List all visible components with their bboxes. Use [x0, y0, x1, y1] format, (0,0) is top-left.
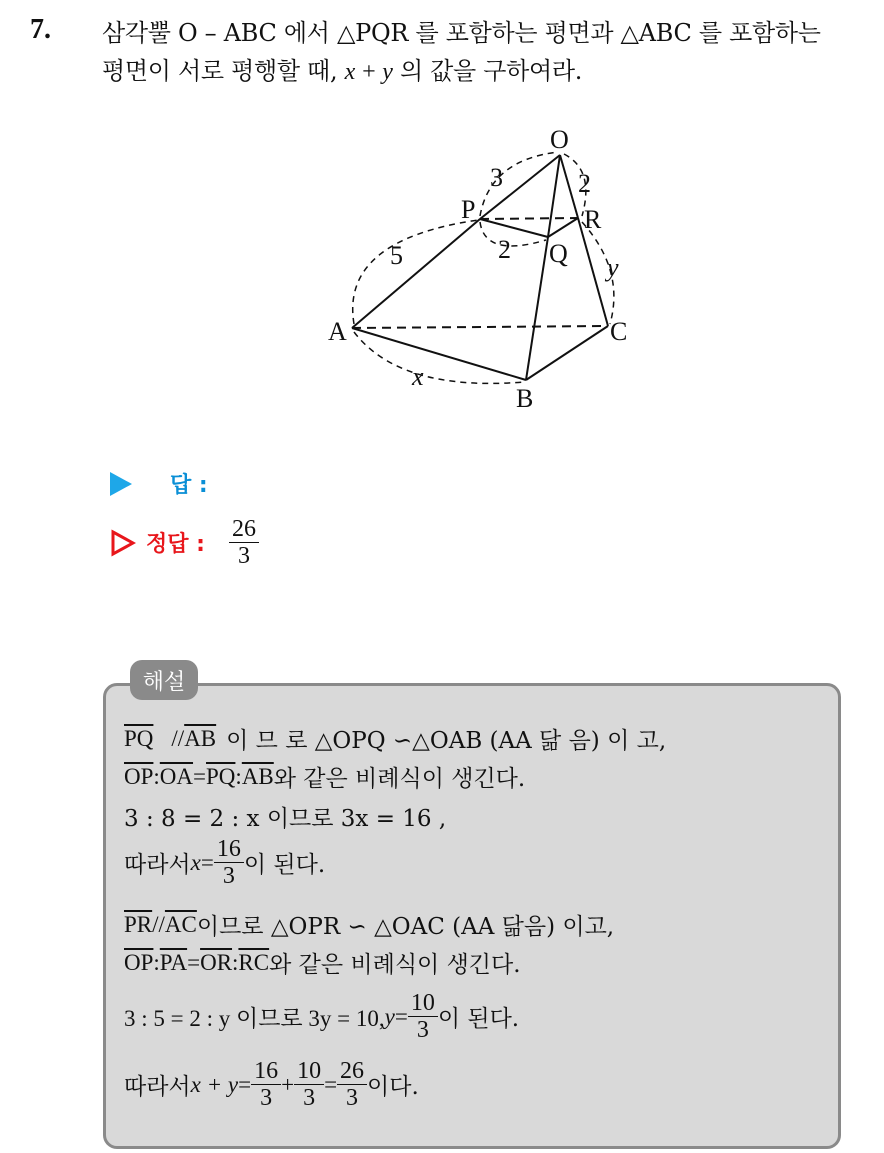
fraction-x: [214, 836, 244, 889]
correct-answer-label: 정답 :: [146, 532, 205, 557]
correct-answer-denominator: 3: [237, 543, 250, 569]
question-text: [102, 14, 872, 91]
equals-sign: =: [187, 949, 201, 975]
solution-line-4-prefix: 따라서: [124, 852, 191, 878]
question-line-2-prefix: 평면이 서로 평행할 때,: [102, 57, 345, 85]
play-outline-icon: [110, 529, 136, 557]
ratio-colon-2: :: [235, 763, 242, 789]
solution-line-2: [124, 760, 525, 793]
solution-line-8-suffix: 이다.: [367, 1074, 419, 1100]
solution-line-2-text: 와 같은 비례식이 생긴다.: [273, 766, 526, 792]
ratio-colon-2: :: [232, 949, 239, 975]
solution-line-1: [124, 722, 666, 755]
label-len-RC: y: [607, 253, 619, 282]
fraction-numerator: 16: [214, 836, 244, 863]
fraction-10-3: [294, 1058, 324, 1111]
ratio-colon: :: [153, 763, 160, 789]
label-P: P: [461, 195, 476, 224]
segment-AB: $\overline{AB}$: [184, 725, 217, 751]
label-C: C: [610, 317, 628, 346]
solution-line-7-prefix: 3 : 5 = 2 : y 이므로 3y = 10,: [124, 1006, 385, 1031]
fraction-16-3: [251, 1058, 281, 1111]
pyramid-diagram: [320, 120, 640, 420]
label-len-PA: 5: [390, 241, 403, 270]
correct-answer-row: [110, 516, 259, 569]
ratio-colon: :: [153, 949, 160, 975]
question-line-2: [102, 52, 872, 91]
label-A: A: [328, 317, 347, 346]
edge-RC: [578, 218, 608, 326]
edge-PQ: [480, 219, 548, 237]
fraction-numerator: 26: [337, 1058, 367, 1085]
solution-line-5-text: 이므로 △OPR ∽ △OAC (AA 닮음) 이고,: [196, 914, 615, 940]
solution-line-6-text: 와 같은 비례식이 생긴다.: [269, 952, 521, 978]
segment-PA: $\overline{PA}$: [159, 949, 188, 975]
fraction-denominator: 3: [416, 1017, 429, 1043]
equals-sign: =: [238, 1071, 252, 1097]
segment-PQ: $\overline{PQ}$: [124, 725, 154, 751]
edge-QB: [526, 237, 548, 380]
solution-line-6: [124, 946, 521, 979]
segment-PR: $\overline{PR}$: [124, 911, 153, 937]
label-R: R: [584, 205, 602, 234]
fraction-numerator: 16: [251, 1058, 281, 1085]
solution-line-8: [124, 1058, 419, 1111]
solution-line-8-prefix: 따라서: [124, 1074, 191, 1100]
correct-answer-fraction: [229, 516, 259, 569]
parallel-symbol: //: [152, 911, 165, 937]
label-B: B: [516, 384, 534, 413]
edge-OQ: [548, 155, 560, 237]
segment-AB-2: $\overline{AB}$: [241, 763, 274, 789]
equals-sign: =: [200, 849, 214, 875]
question-number: 7.: [30, 14, 51, 45]
fraction-denominator: 3: [303, 1085, 316, 1111]
solution-line-4: [124, 836, 325, 889]
equals-sign: =: [394, 1003, 408, 1029]
edge-PA: [352, 219, 480, 328]
question-math-expr: x + y: [344, 59, 393, 85]
edge-QR: [548, 218, 578, 237]
correct-answer-numerator: 26: [229, 516, 259, 543]
equals-sign: =: [193, 763, 207, 789]
segment-OP: $\overline{OP}$: [124, 763, 154, 789]
var-y: y: [384, 1003, 395, 1029]
segment-PQ-2: $\overline{PQ}$: [206, 763, 236, 789]
segment-OR: $\overline{OR}$: [200, 949, 233, 975]
question-line-1: 삼각뿔 O – ABC 에서 △PQR 를 포함하는 평면과 △ABC 를 포함하는: [102, 19, 821, 47]
plus-sign: +: [281, 1071, 295, 1097]
label-O: O: [550, 125, 569, 154]
equals-sign: =: [324, 1071, 338, 1097]
segment-AC: $\overline{AC}$: [164, 911, 197, 937]
segment-OP-2: $\overline{OP}$: [124, 949, 154, 975]
parallel-symbol: //: [171, 725, 185, 751]
label-Q: Q: [549, 239, 568, 268]
answer-label: 답 :: [170, 473, 208, 498]
fraction-numerator: 10: [408, 990, 438, 1017]
solution-line-3: 3 : 8 = 2 : x 이므로 3x = 16 ,: [124, 806, 447, 832]
answer-row: [110, 468, 208, 499]
edge-AB: [352, 328, 526, 380]
label-len-OR: 2: [578, 169, 591, 198]
label-len-OP: 3: [490, 163, 503, 192]
edge-BC: [526, 326, 608, 380]
play-icon: [110, 472, 132, 496]
solution-line-1-text: 이 므 로 △OPQ ∽△OAB (AA 닮 음) 이 고,: [226, 728, 667, 754]
segment-OA: $\overline{OA}$: [159, 763, 194, 789]
solution-line-7: [124, 990, 519, 1043]
arc-AB: [354, 332, 524, 383]
fraction-denominator: 3: [222, 863, 235, 889]
fraction-numerator: 10: [294, 1058, 324, 1085]
question-line-2-suffix: 의 값을 구하여라.: [392, 57, 583, 85]
solution-line-5: [124, 908, 614, 941]
solution-line-4-suffix: 이 된다.: [243, 852, 326, 878]
edge-PR-dashed: [480, 218, 578, 219]
edge-OR: [560, 155, 578, 218]
edge-AC-dashed: [352, 326, 608, 328]
solution-line-7-suffix: 이 된다.: [437, 1006, 520, 1032]
solution-tag: 해설: [130, 660, 198, 700]
var-x: x: [190, 849, 201, 875]
fraction-denominator: 3: [260, 1085, 273, 1111]
label-len-AB: x: [412, 362, 424, 391]
expr-x-plus-y: x + y: [190, 1071, 239, 1097]
fraction-26-3: [337, 1058, 367, 1111]
segment-RC: $\overline{RC}$: [238, 949, 270, 975]
label-len-PQ: 2: [498, 235, 511, 264]
fraction-y: [408, 990, 438, 1043]
fraction-denominator: 3: [346, 1085, 359, 1111]
